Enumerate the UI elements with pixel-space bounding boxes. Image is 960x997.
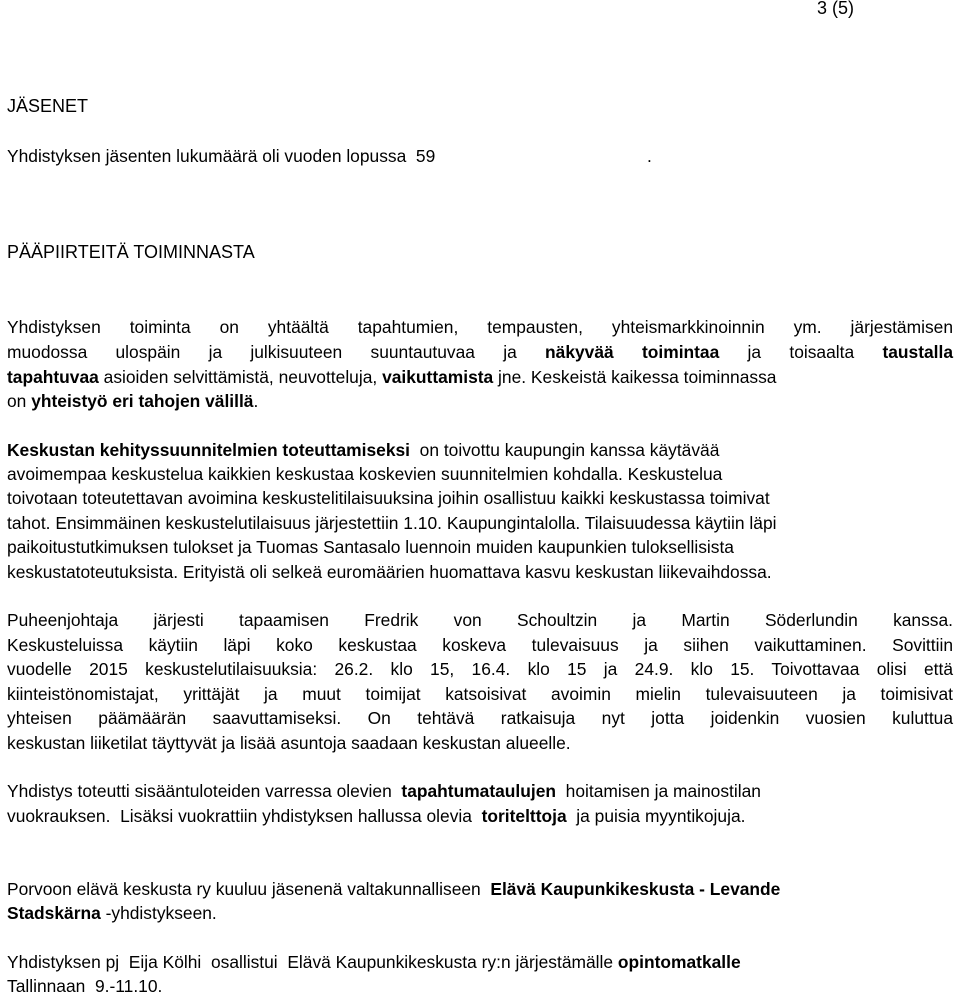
p4-line-2 bbox=[7, 805, 745, 827]
p5-line-2 bbox=[7, 902, 217, 924]
p2-line-3: toivotaan toteutettavan avoimina keskustelitilaisuuksina joihin osallistuu kaikki keskustassa toimivat bbox=[7, 488, 770, 508]
p4-line-1 bbox=[7, 780, 761, 802]
p1-line-1: Yhdistyksen toiminta on yhtäältä tapahtumien, tempausten, yhteismarkkinoinnin ym. järjestämisen bbox=[7, 317, 953, 337]
p1-bold-nakyvaa: näkyvää toimintaa bbox=[545, 342, 720, 362]
p1-bold-taustalla: taustalla bbox=[882, 342, 953, 362]
p4-bold-toritelttoja: toritelttoja bbox=[481, 806, 567, 826]
p4-bold-tapahtumataulujen: tapahtumataulujen bbox=[401, 781, 557, 801]
p1-bold-tapahtuvaa: tapahtuvaa bbox=[7, 367, 99, 387]
highlights-heading: PÄÄPIIRTEITÄ TOIMINNASTA bbox=[7, 242, 255, 262]
p2-line-2: avoimempaa keskustelua kaikkien keskustaa koskevien suunnitelmien kohdalla. Keskustelua bbox=[7, 464, 723, 484]
p1-text: . bbox=[253, 391, 259, 411]
members-trailing-dot: . bbox=[647, 146, 652, 166]
p2-text: on toivottu kaupungin kanssa käytävää bbox=[410, 440, 720, 460]
page-number: 3 (5) bbox=[816, 0, 854, 18]
p3-line-5: yhteisen päämäärän saavuttamiseksi. On tehtävä ratkaisuja nyt jotta joidenkin vuosien kuluttua bbox=[7, 708, 953, 728]
p1-bold-vaikuttamista: vaikuttamista bbox=[382, 367, 494, 387]
p2-line-6: keskustatoteutuksista. Erityistä oli selkeä euromäärien huomattava kasvu keskustan liikevaihdossa. bbox=[7, 562, 772, 582]
p3-line-2: Keskusteluissa käytiin läpi koko keskustaa koskeva tulevaisuus ja siihen vaikuttaminen. Sovittiin bbox=[7, 635, 953, 655]
p2-bold-keskustan: Keskustan kehityssuunnitelmien toteuttamiseksi bbox=[7, 440, 410, 460]
p4-text: Yhdistys toteutti sisääntuloteiden varressa olevien bbox=[7, 781, 402, 801]
p5-bold-stadskarna: Stadskärna bbox=[7, 903, 101, 923]
members-count-sentence: Yhdistyksen jäsenten lukumäärä oli vuoden lopussa 59 bbox=[7, 146, 436, 166]
p6-line-1 bbox=[7, 951, 741, 973]
p6-text: Yhdistyksen pj Eija Kölhi osallistui Elävä Kaupunkikeskusta ry:n järjestämälle bbox=[7, 952, 618, 972]
p4-text: ja puisia myyntikojuja. bbox=[566, 806, 746, 826]
p6-bold-opintomatkalle: opintomatkalle bbox=[617, 952, 741, 972]
p2-line-5: paikoitustutkimuksen tulokset ja Tuomas Santasalo luennoin muiden kaupunkien tuloksellisista bbox=[7, 537, 734, 557]
p3-line-3: vuodelle 2015 keskustelutilaisuuksia: 26.2. klo 15, 16.4. klo 15 ja 24.9. klo 15. Toivottavaa olisi että bbox=[7, 659, 953, 679]
p5-line-1 bbox=[7, 878, 780, 900]
members-heading: JÄSENET bbox=[7, 96, 89, 116]
p2-line-1 bbox=[7, 439, 719, 461]
p1-text: jne. Keskeistä kaikessa toiminnassa bbox=[493, 367, 777, 387]
p3-line-4: kiinteistönomistajat, yrittäjät ja muut toimijat katsoisivat avoimin mielin tulevaisuuteen ja toimisivat bbox=[7, 684, 953, 704]
p4-text: hoitamisen ja mainostilan bbox=[556, 781, 761, 801]
p1-line-4 bbox=[7, 390, 258, 412]
p1-bold-yhteistyo: yhteistyö eri tahojen välillä bbox=[31, 391, 254, 411]
p5-text: Porvoon elävä keskusta ry kuuluu jäsenenä valtakunnalliseen bbox=[7, 879, 491, 899]
p1-text: on bbox=[7, 391, 32, 411]
p3-line-1: Puheenjohtaja järjesti tapaamisen Fredrik von Schoultzin ja Martin Söderlundin kanssa. bbox=[7, 610, 953, 630]
p5-text: -yhdistykseen. bbox=[100, 903, 217, 923]
p5-bold-elava-kaupunkikeskusta: Elävä Kaupunkikeskusta - Levande bbox=[490, 879, 781, 899]
p1-text: asioiden selvittämistä, neuvotteluja, bbox=[98, 367, 383, 387]
members-count-text bbox=[7, 145, 652, 167]
p3-line-6: keskustan liiketilat täyttyvät ja lisää asuntoja saadaan keskustan alueelle. bbox=[7, 733, 571, 753]
p2-line-4: tahot. Ensimmäinen keskustelutilaisuus järjestettiin 1.10. Kaupungintalolla. Tilaisuudessa käytiin läpi bbox=[7, 513, 777, 533]
p1-line-2 bbox=[7, 341, 953, 363]
p1-text: muodossa ulospäin ja julkisuuteen suuntautuvaa ja bbox=[7, 342, 546, 362]
p1-text: ja toisaalta bbox=[719, 342, 883, 362]
p1-line-3 bbox=[7, 366, 776, 388]
p4-text: vuokrauksen. Lisäksi vuokrattiin yhdistyksen hallussa olevia bbox=[7, 806, 482, 826]
p6-line-2: Tallinnaan 9.-11.10. bbox=[7, 976, 163, 996]
